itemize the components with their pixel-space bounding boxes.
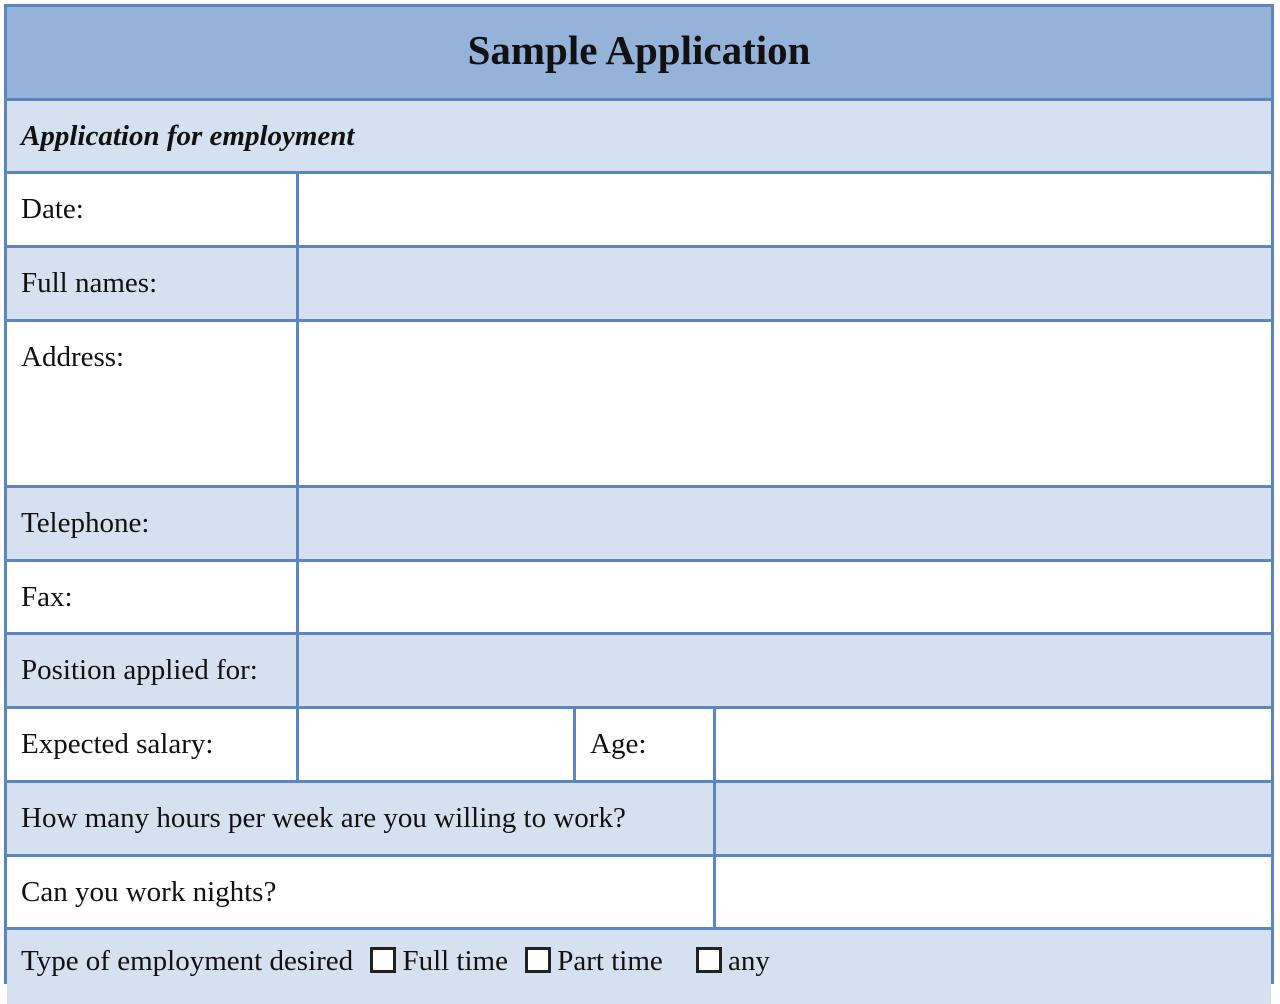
part-time-checkbox[interactable] (525, 947, 551, 973)
address-input[interactable] (299, 322, 1271, 485)
nights-input[interactable] (716, 857, 1271, 927)
telephone-label-cell (7, 488, 299, 559)
any-checkbox[interactable] (696, 947, 722, 973)
position-field[interactable] (299, 635, 1271, 706)
age-label: Age: (590, 728, 647, 760)
fax-label-cell (7, 562, 299, 632)
age-label-cell (576, 709, 716, 780)
nights-field[interactable] (716, 857, 1271, 927)
salary-age-row (7, 709, 1271, 783)
any-label: any (728, 945, 770, 977)
full-names-row (7, 248, 1271, 322)
date-label: Date: (21, 193, 84, 225)
address-label: Address: (21, 341, 125, 373)
salary-label-cell (7, 709, 299, 780)
position-label-cell (7, 635, 299, 706)
age-field[interactable] (716, 709, 1271, 780)
age-input[interactable] (716, 709, 1271, 780)
employment-type-row (7, 930, 1271, 1004)
employment-type-label: Type of employment desired (21, 945, 354, 977)
fax-input[interactable] (299, 562, 1271, 632)
date-input[interactable] (299, 174, 1271, 245)
application-form (4, 4, 1274, 984)
telephone-input[interactable] (299, 488, 1271, 559)
full-names-label: Full names: (21, 267, 158, 299)
position-row (7, 635, 1271, 709)
form-title: Sample Application (467, 27, 811, 73)
form-subtitle-row (7, 101, 1271, 174)
fax-row (7, 562, 1271, 635)
fax-field[interactable] (299, 562, 1271, 632)
address-label-cell (7, 322, 299, 485)
form-header (7, 7, 1271, 101)
position-label: Position applied for: (21, 654, 258, 686)
date-row (7, 174, 1271, 248)
full-time-checkbox[interactable] (370, 947, 396, 973)
nights-label: Can you work nights? (21, 876, 277, 908)
full-names-input[interactable] (299, 248, 1271, 319)
employment-type-line (21, 944, 770, 978)
telephone-row (7, 488, 1271, 562)
fax-label: Fax: (21, 581, 73, 613)
hours-field[interactable] (716, 783, 1271, 854)
salary-input[interactable] (299, 709, 573, 780)
hours-input[interactable] (716, 783, 1271, 854)
full-names-field[interactable] (299, 248, 1271, 319)
nights-label-cell (7, 857, 716, 927)
address-field[interactable] (299, 322, 1271, 485)
salary-label: Expected salary: (21, 728, 214, 760)
full-time-label: Full time (402, 945, 508, 977)
salary-field[interactable] (299, 709, 576, 780)
position-input[interactable] (299, 635, 1271, 706)
nights-row (7, 857, 1271, 930)
form-subtitle: Application for employment (21, 120, 355, 152)
date-field[interactable] (299, 174, 1271, 245)
full-names-label-cell (7, 248, 299, 319)
hours-label-cell (7, 783, 716, 854)
hours-label: How many hours per week are you willing to work? (21, 802, 626, 834)
telephone-field[interactable] (299, 488, 1271, 559)
part-time-label: Part time (557, 945, 663, 977)
hours-row (7, 783, 1271, 857)
telephone-label: Telephone: (21, 507, 150, 539)
date-label-cell (7, 174, 299, 245)
address-row (7, 322, 1271, 488)
